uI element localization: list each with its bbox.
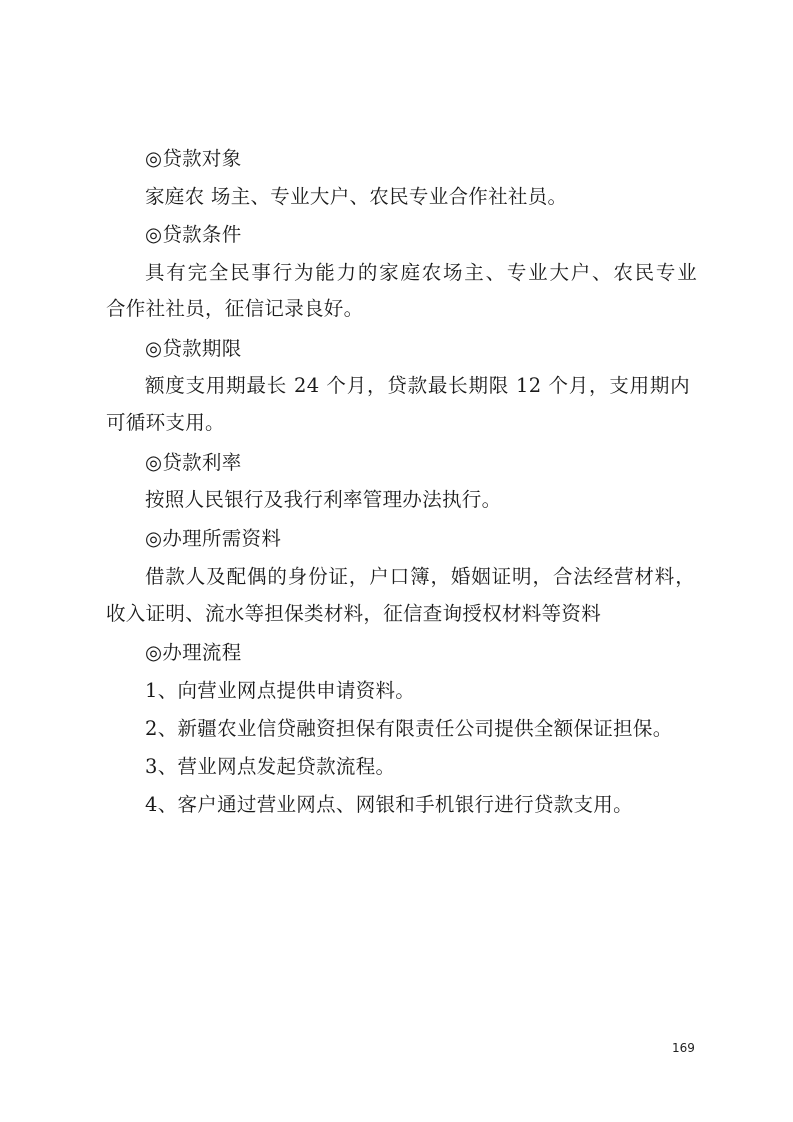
process-step: 3、营业网点发起贷款流程。 [145,755,396,778]
paragraph-line: 家庭农 场主、专业大户、农民专业合作社社员。 [145,185,568,208]
paragraph-line: 合作社社员，征信记录良好。 [106,297,364,320]
paragraph-line: 具有完全民事行为能力的家庭农场主、专业大户、农民专业 [145,261,697,284]
process-step: 1、向营业网点提供申请资料。 [145,679,416,702]
section-heading-required-materials: ◎办理所需资料 [145,527,282,550]
paragraph-line: 额度支用期最长 24 个月，贷款最长期限 12 个月，支用期内 [145,374,690,397]
process-step: 2、新疆农业信贷融资担保有限责任公司提供全额保证担保。 [145,717,673,740]
section-heading-loan-rate: ◎贷款利率 [145,451,242,474]
section-heading-process: ◎办理流程 [145,641,242,664]
paragraph-line: 收入证明、流水等担保类材料，征信查询授权材料等资料 [106,602,602,625]
section-heading-loan-conditions: ◎贷款条件 [145,223,242,246]
process-step: 4、客户通过营业网点、网银和手机银行进行贷款支用。 [145,793,633,816]
page-number: 169 [672,1041,695,1055]
paragraph-line: 借款人及配偶的身份证，户口簿，婚姻证明，合法经营材料， [145,565,695,588]
section-heading-loan-target: ◎贷款对象 [145,147,242,170]
paragraph-line: 按照人民银行及我行利率管理办法执行。 [145,488,502,511]
paragraph-line: 可循环支用。 [106,411,225,434]
section-heading-loan-term: ◎贷款期限 [145,337,242,360]
